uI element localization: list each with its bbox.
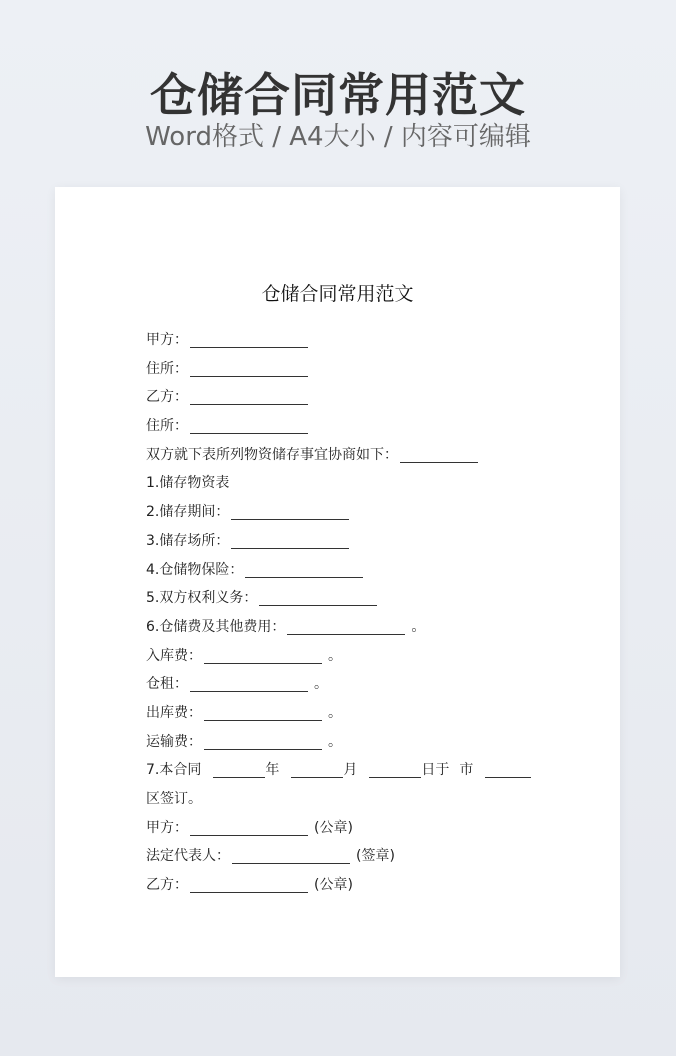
line-intro bbox=[146, 441, 586, 470]
period-fee-rent: 。 bbox=[314, 676, 328, 693]
line-fee-out bbox=[146, 699, 586, 728]
blank-item5[interactable] bbox=[259, 590, 377, 606]
label-item4: 4.仓储物保险： bbox=[146, 561, 244, 578]
document-page bbox=[55, 187, 620, 977]
document-body bbox=[146, 326, 586, 900]
line-item3 bbox=[146, 527, 586, 556]
line-item2 bbox=[146, 498, 586, 527]
label-sign-b: 乙方： bbox=[146, 877, 188, 894]
line-party-a bbox=[146, 326, 586, 355]
period-fee-in: 。 bbox=[328, 647, 342, 664]
label-item6: 6.仓储费及其他费用： bbox=[146, 618, 286, 635]
label-fee-out: 出库费： bbox=[146, 704, 202, 721]
line-address-b bbox=[146, 412, 586, 441]
blank-fee-in[interactable] bbox=[204, 648, 322, 664]
line-party-b bbox=[146, 383, 586, 412]
blank-item4[interactable] bbox=[245, 562, 363, 578]
line-item7 bbox=[146, 756, 586, 785]
seal-sign-rep: (签章) bbox=[356, 848, 395, 865]
line-sign-rep bbox=[146, 842, 586, 871]
line-fee-in bbox=[146, 642, 586, 671]
label-address-b: 住所： bbox=[146, 418, 188, 435]
blank-sign-a[interactable] bbox=[190, 820, 308, 836]
blank-sign-b[interactable] bbox=[190, 877, 308, 893]
line-address-a bbox=[146, 355, 586, 384]
blank-day[interactable] bbox=[369, 762, 421, 778]
period-fee-transport: 。 bbox=[328, 733, 342, 750]
blank-fee-out[interactable] bbox=[204, 705, 322, 721]
blank-address-b[interactable] bbox=[190, 418, 308, 434]
label-city: 市 bbox=[459, 762, 474, 779]
document-title: 仓储合同常用范文 bbox=[261, 283, 414, 305]
banner-title: 仓储合同常用范文 bbox=[150, 68, 526, 122]
label-year: 年 bbox=[265, 762, 280, 779]
line-fee-transport bbox=[146, 728, 586, 757]
label-item3: 3.储存场所： bbox=[146, 532, 230, 549]
label-item1: 1.储存物资表 bbox=[146, 475, 230, 492]
blank-item2[interactable] bbox=[231, 504, 349, 520]
blank-intro[interactable] bbox=[400, 447, 478, 463]
label-item7-cont: 区签订。 bbox=[146, 791, 202, 807]
line-sign-b bbox=[146, 871, 586, 900]
label-address-a: 住所： bbox=[146, 360, 188, 377]
label-fee-transport: 运输费： bbox=[146, 733, 202, 750]
blank-party-b[interactable] bbox=[190, 389, 308, 405]
blank-city[interactable] bbox=[485, 762, 531, 778]
line-item1 bbox=[146, 469, 586, 498]
line-item4 bbox=[146, 556, 586, 585]
blank-party-a[interactable] bbox=[190, 332, 308, 348]
label-day: 日于 bbox=[421, 762, 450, 779]
label-fee-rent: 仓租： bbox=[146, 676, 188, 693]
label-month: 月 bbox=[343, 762, 358, 779]
label-item5: 5.双方权利义务： bbox=[146, 590, 258, 607]
blank-month[interactable] bbox=[291, 762, 343, 778]
blank-address-a[interactable] bbox=[190, 361, 308, 377]
line-fee-rent bbox=[146, 670, 586, 699]
seal-sign-a: (公章) bbox=[314, 819, 353, 836]
blank-item6[interactable] bbox=[287, 619, 405, 635]
line-sign-a bbox=[146, 814, 586, 843]
blank-fee-transport[interactable] bbox=[204, 734, 322, 750]
blank-sign-rep[interactable] bbox=[232, 848, 350, 864]
seal-sign-b: (公章) bbox=[314, 877, 353, 894]
label-sign-rep: 法定代表人： bbox=[146, 848, 230, 865]
line-item5 bbox=[146, 584, 586, 613]
blank-year[interactable] bbox=[213, 762, 265, 778]
label-item7: 7.本合同 bbox=[146, 762, 202, 779]
label-party-a: 甲方： bbox=[146, 332, 188, 348]
line-item7-cont bbox=[146, 785, 586, 814]
blank-fee-rent[interactable] bbox=[190, 676, 308, 692]
label-sign-a: 甲方： bbox=[146, 819, 188, 836]
period-fee-out: 。 bbox=[328, 704, 342, 721]
label-intro: 双方就下表所列物资储存事宜协商如下： bbox=[146, 446, 398, 463]
line-item6 bbox=[146, 613, 586, 642]
banner-subtitle: Word格式 / A4大小 / 内容可编辑 bbox=[145, 122, 531, 152]
label-party-b: 乙方： bbox=[146, 389, 188, 406]
label-item2: 2.储存期间： bbox=[146, 504, 230, 521]
blank-item3[interactable] bbox=[231, 533, 349, 549]
label-fee-in: 入库费： bbox=[146, 647, 202, 664]
period-item6: 。 bbox=[411, 618, 426, 635]
